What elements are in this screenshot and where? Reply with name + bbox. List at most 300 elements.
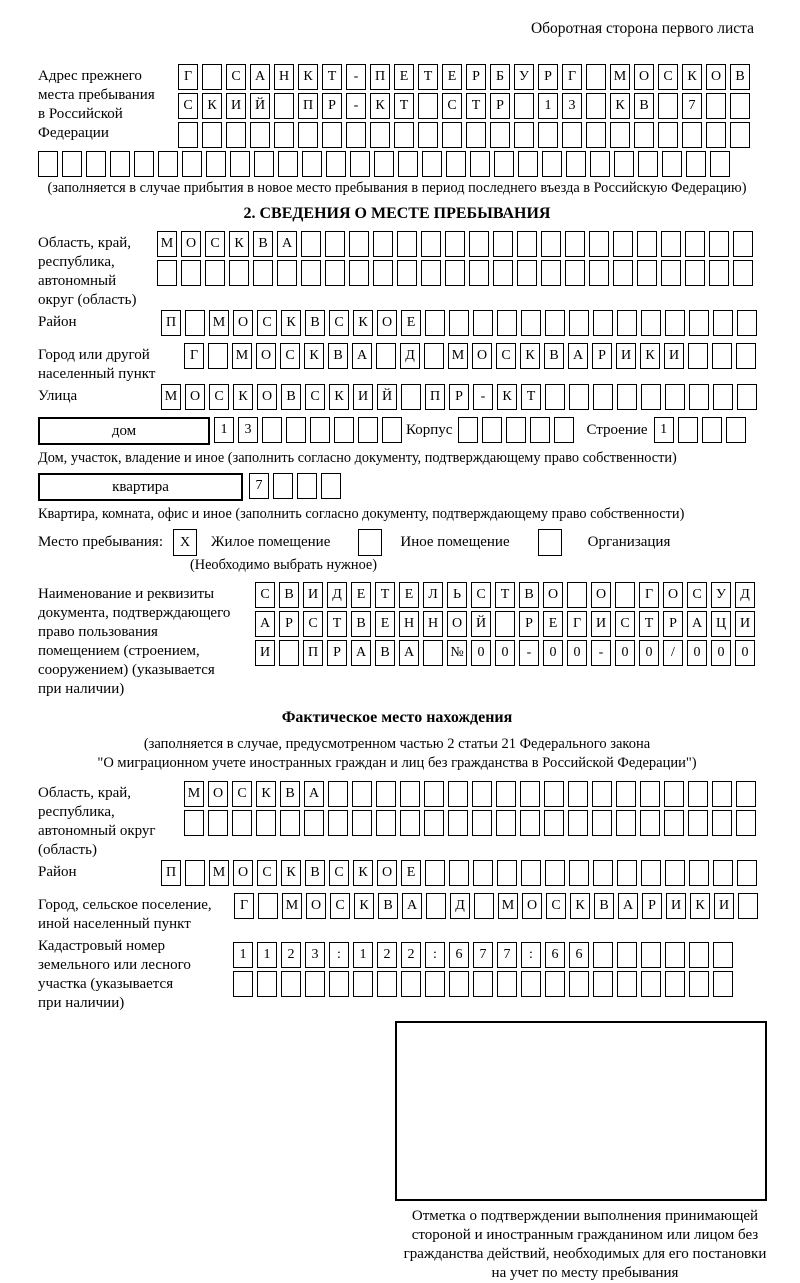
char-cell — [472, 781, 492, 807]
char-cell: Е — [543, 611, 563, 637]
char-cell: 0 — [687, 640, 707, 666]
char-cell: О — [256, 343, 276, 369]
char-cell — [736, 343, 756, 369]
char-cell: А — [277, 231, 297, 257]
char-cell — [514, 93, 534, 119]
char-cell — [640, 781, 660, 807]
char-cell — [424, 343, 444, 369]
char-cell: Г — [562, 64, 582, 90]
char-cell: Н — [274, 64, 294, 90]
char-cell — [593, 310, 613, 336]
char-cell — [185, 860, 205, 886]
char-cell — [665, 860, 685, 886]
char-cell — [568, 810, 588, 836]
char-cell: К — [281, 310, 301, 336]
actual-city-field — [38, 893, 756, 934]
street-label: Улица — [38, 388, 78, 404]
char-cell: К — [353, 310, 373, 336]
char-cell — [737, 384, 757, 410]
char-cell — [182, 151, 202, 177]
char-cell: О — [377, 310, 397, 336]
char-cell — [520, 810, 540, 836]
char-cell — [641, 860, 661, 886]
char-cell — [713, 384, 733, 410]
char-cell: Л — [423, 582, 443, 608]
char-cell: О — [663, 582, 683, 608]
char-cell — [394, 122, 414, 148]
char-cell: П — [303, 640, 323, 666]
char-cell — [466, 122, 486, 148]
char-cell — [566, 151, 586, 177]
char-cell — [110, 151, 130, 177]
char-cell: 2 — [377, 942, 397, 968]
char-cell: М — [610, 64, 630, 90]
char-cell — [538, 122, 558, 148]
char-cell — [449, 971, 469, 997]
char-cell — [617, 971, 637, 997]
char-cell — [521, 971, 541, 997]
char-cell — [401, 971, 421, 997]
char-cell — [298, 122, 318, 148]
actual-location-note: (заполняется в случае, предусмотренном частью 2 статьи 21 Федерального закона "О миграционном учете иностранных граждан и лиц без гражданства в Российской Федерации") — [97, 736, 697, 771]
char-cell: А — [304, 781, 324, 807]
char-cell: А — [687, 611, 707, 637]
char-cell — [425, 860, 445, 886]
char-cell: И — [616, 343, 636, 369]
char-cell — [397, 231, 417, 257]
char-cell — [689, 384, 709, 410]
actual-region-row-1 — [184, 781, 760, 807]
char-cell: С — [329, 860, 349, 886]
other-premises-checkbox — [358, 529, 382, 556]
char-cell — [713, 971, 733, 997]
char-cell: Р — [519, 611, 539, 637]
char-cell — [377, 971, 397, 997]
char-cell: В — [305, 310, 325, 336]
stay-type-label: Место пребывания: — [38, 534, 163, 550]
char-cell — [418, 122, 438, 148]
char-cell — [613, 231, 633, 257]
char-cell — [702, 417, 722, 443]
apartment-field — [38, 473, 756, 502]
actual-region-row-2 — [184, 810, 760, 836]
house-note: Дом, участок, владение и иное (заполнить согласно документу, подтверждающему право собственности) — [38, 450, 677, 466]
char-cell: М — [448, 343, 468, 369]
char-cell: Е — [394, 64, 414, 90]
char-cell — [641, 384, 661, 410]
char-cell: В — [279, 582, 299, 608]
char-cell: О — [185, 384, 205, 410]
char-cell — [586, 93, 606, 119]
char-cell: Ц — [711, 611, 731, 637]
char-cell — [662, 151, 682, 177]
char-cell — [274, 93, 294, 119]
char-cell: С — [232, 781, 252, 807]
city-row — [184, 343, 760, 369]
char-cell: 1 — [233, 942, 253, 968]
char-cell — [401, 384, 421, 410]
char-cell — [250, 122, 270, 148]
char-cell: К — [354, 893, 374, 919]
char-cell — [254, 151, 274, 177]
char-cell: К — [370, 93, 390, 119]
char-cell: А — [399, 640, 419, 666]
char-cell: 6 — [449, 942, 469, 968]
char-cell: 0 — [471, 640, 491, 666]
char-cell: К — [281, 860, 301, 886]
char-cell — [658, 122, 678, 148]
char-cell — [665, 310, 685, 336]
char-cell — [304, 810, 324, 836]
char-cell — [617, 310, 637, 336]
char-cell — [615, 582, 635, 608]
char-cell: Р — [490, 93, 510, 119]
char-cell — [710, 151, 730, 177]
char-cell: С — [209, 384, 229, 410]
char-cell — [506, 417, 526, 443]
char-cell — [641, 942, 661, 968]
char-cell: : — [521, 942, 541, 968]
prev-address-row-1 — [178, 64, 756, 90]
char-cell — [726, 417, 746, 443]
char-cell: У — [514, 64, 534, 90]
char-cell — [514, 122, 534, 148]
char-cell: Д — [327, 582, 347, 608]
char-cell — [373, 260, 393, 286]
actual-district-row — [161, 860, 761, 886]
char-cell — [322, 122, 342, 148]
char-cell: У — [711, 582, 731, 608]
cadastral-row-1 — [233, 942, 756, 968]
char-cell: О — [591, 582, 611, 608]
char-cell — [329, 971, 349, 997]
char-cell — [400, 781, 420, 807]
char-cell — [442, 122, 462, 148]
char-cell — [279, 640, 299, 666]
char-cell: - — [346, 93, 366, 119]
char-cell — [496, 810, 516, 836]
actual-location-title: Фактическое место нахождения — [281, 709, 513, 726]
char-cell: - — [473, 384, 493, 410]
char-cell — [38, 151, 58, 177]
char-cell: О — [208, 781, 228, 807]
char-cell — [258, 893, 278, 919]
char-cell: К — [497, 384, 517, 410]
char-cell — [686, 151, 706, 177]
char-cell: Б — [490, 64, 510, 90]
char-cell — [134, 151, 154, 177]
char-cell: 7 — [682, 93, 702, 119]
char-cell — [641, 971, 661, 997]
char-cell — [305, 971, 325, 997]
char-cell: И — [255, 640, 275, 666]
char-cell: 3 — [305, 942, 325, 968]
char-cell — [202, 64, 222, 90]
char-cell: М — [161, 384, 181, 410]
other-premises-label: Иное помещение — [400, 534, 510, 550]
char-cell — [737, 860, 757, 886]
char-cell: К — [233, 384, 253, 410]
char-cell — [424, 810, 444, 836]
char-cell: О — [377, 860, 397, 886]
char-cell — [257, 971, 277, 997]
prev-address-row-3 — [178, 122, 756, 148]
stamp-caption: Отметка о подтверждении выполнения принимающей стороной и иностранным гражданином или лицом без гражданства действий, необходимых для его постановки на учет по месту пребывания — [403, 1208, 767, 1281]
char-cell — [208, 343, 228, 369]
char-cell — [616, 781, 636, 807]
char-cell — [589, 260, 609, 286]
char-cell — [424, 781, 444, 807]
char-cell — [569, 860, 589, 886]
char-cell — [185, 310, 205, 336]
korpus-label: Корпус — [406, 422, 453, 438]
char-cell — [689, 860, 709, 886]
char-cell — [565, 260, 585, 286]
char-cell: П — [425, 384, 445, 410]
char-cell: Г — [639, 582, 659, 608]
stroenie-label: Строение — [586, 422, 648, 438]
char-cell — [517, 231, 537, 257]
char-cell — [494, 151, 514, 177]
char-cell — [328, 781, 348, 807]
char-cell — [545, 384, 565, 410]
region-row-2 — [157, 260, 757, 286]
char-cell — [326, 151, 346, 177]
char-cell — [310, 417, 330, 443]
char-cell — [230, 151, 250, 177]
char-cell — [325, 260, 345, 286]
char-cell: 0 — [735, 640, 755, 666]
char-cell: И — [591, 611, 611, 637]
char-cell: : — [425, 942, 445, 968]
char-cell: Р — [663, 611, 683, 637]
house-label-box: дом — [38, 417, 210, 445]
char-cell: В — [378, 893, 398, 919]
prev-address-label: Адрес прежнего места пребывания в Российской Федерации — [38, 68, 155, 141]
char-cell: Т — [466, 93, 486, 119]
char-cell — [688, 343, 708, 369]
char-cell — [376, 781, 396, 807]
char-cell — [617, 384, 637, 410]
char-cell — [520, 781, 540, 807]
char-cell: А — [351, 640, 371, 666]
char-cell: Т — [418, 64, 438, 90]
char-cell — [334, 417, 354, 443]
char-cell — [278, 151, 298, 177]
char-cell: М — [184, 781, 204, 807]
char-cell: 0 — [639, 640, 659, 666]
char-cell: Й — [250, 93, 270, 119]
prev-address-row-4 — [38, 151, 756, 177]
house-field — [38, 417, 756, 446]
char-cell — [421, 231, 441, 257]
char-cell — [352, 781, 372, 807]
char-cell: М — [209, 310, 229, 336]
char-cell — [449, 310, 469, 336]
char-cell: О — [447, 611, 467, 637]
char-cell — [370, 122, 390, 148]
document-label: Наименование и реквизиты документа, подтверждающего право пользования помещением (строением, сооружением) (указывается при наличии) — [38, 586, 231, 697]
char-cell: В — [594, 893, 614, 919]
char-cell: Н — [423, 611, 443, 637]
char-cell — [325, 231, 345, 257]
char-cell: Р — [642, 893, 662, 919]
char-cell: Ь — [447, 582, 467, 608]
region-field — [38, 231, 756, 310]
char-cell: С — [546, 893, 566, 919]
char-cell — [205, 260, 225, 286]
char-cell — [482, 417, 502, 443]
char-cell: 7 — [473, 942, 493, 968]
char-cell — [86, 151, 106, 177]
char-cell: 1 — [257, 942, 277, 968]
char-cell: Г — [184, 343, 204, 369]
char-cell — [665, 942, 685, 968]
char-cell: К — [229, 231, 249, 257]
char-cell — [495, 611, 515, 637]
char-cell: В — [375, 640, 395, 666]
apartment-note: Квартира, комната, офис и иное (заполнить согласно документу, подтверждающему право собственности) — [38, 506, 685, 522]
char-cell — [473, 310, 493, 336]
char-cell: 0 — [495, 640, 515, 666]
char-cell: 3 — [238, 417, 258, 443]
char-cell — [641, 310, 661, 336]
char-cell — [685, 260, 705, 286]
char-cell: О — [634, 64, 654, 90]
char-cell — [328, 810, 348, 836]
char-cell: Р — [592, 343, 612, 369]
char-cell: Р — [279, 611, 299, 637]
char-cell — [458, 417, 478, 443]
char-cell — [565, 231, 585, 257]
char-cell — [706, 93, 726, 119]
char-cell — [178, 122, 198, 148]
char-cell: С — [615, 611, 635, 637]
char-cell: А — [352, 343, 372, 369]
char-cell — [206, 151, 226, 177]
char-cell: Т — [375, 582, 395, 608]
house-number-row — [214, 417, 406, 443]
char-cell — [737, 310, 757, 336]
char-cell: 0 — [711, 640, 731, 666]
char-cell — [658, 93, 678, 119]
char-cell — [530, 417, 550, 443]
char-cell — [541, 231, 561, 257]
char-cell: К — [610, 93, 630, 119]
char-cell: О — [257, 384, 277, 410]
region-label: Область, край, республика, автономный округ (область) — [38, 235, 137, 308]
char-cell: Т — [639, 611, 659, 637]
char-cell — [614, 151, 634, 177]
char-cell — [521, 310, 541, 336]
char-cell: О — [233, 860, 253, 886]
street-row — [161, 384, 761, 410]
char-cell: А — [568, 343, 588, 369]
char-cell — [593, 971, 613, 997]
char-cell: Г — [178, 64, 198, 90]
char-cell — [472, 810, 492, 836]
document-row-2 — [255, 611, 759, 637]
char-cell: В — [730, 64, 750, 90]
char-cell: К — [570, 893, 590, 919]
char-cell: В — [305, 860, 325, 886]
char-cell — [418, 93, 438, 119]
char-cell — [541, 260, 561, 286]
char-cell: С — [305, 384, 325, 410]
char-cell — [713, 310, 733, 336]
char-cell: К — [256, 781, 276, 807]
char-cell: Е — [442, 64, 462, 90]
char-cell: Д — [450, 893, 470, 919]
char-cell — [421, 260, 441, 286]
char-cell — [473, 860, 493, 886]
char-cell: К — [329, 384, 349, 410]
char-cell: П — [298, 93, 318, 119]
char-cell: 0 — [543, 640, 563, 666]
stamp-box — [395, 1021, 767, 1201]
apartment-label-box: квартира — [38, 473, 243, 501]
char-cell: П — [370, 64, 390, 90]
char-cell — [521, 860, 541, 886]
char-cell — [518, 151, 538, 177]
char-cell — [637, 260, 657, 286]
char-cell: И — [735, 611, 755, 637]
prev-address-section — [38, 64, 756, 151]
stay-type-field — [38, 529, 756, 556]
district-label: Район — [38, 314, 77, 330]
char-cell: О — [233, 310, 253, 336]
char-cell — [517, 260, 537, 286]
char-cell: Т — [327, 611, 347, 637]
char-cell: И — [303, 582, 323, 608]
char-cell — [353, 971, 373, 997]
char-cell — [616, 810, 636, 836]
page-side-label: Оборотная сторона первого листа — [530, 20, 754, 37]
char-cell — [233, 971, 253, 997]
char-cell: П — [161, 860, 181, 886]
char-cell — [497, 310, 517, 336]
char-cell: Д — [735, 582, 755, 608]
actual-region-label: Область, край, республика, автономный округ (область) — [38, 785, 156, 858]
char-cell — [397, 260, 417, 286]
char-cell — [665, 384, 685, 410]
char-cell — [321, 473, 341, 499]
char-cell — [423, 640, 443, 666]
char-cell — [349, 260, 369, 286]
confirmation-section — [38, 1021, 767, 1283]
char-cell: С — [330, 893, 350, 919]
char-cell: № — [447, 640, 467, 666]
char-cell: Й — [471, 611, 491, 637]
char-cell — [376, 810, 396, 836]
char-cell — [713, 860, 733, 886]
char-cell: - — [519, 640, 539, 666]
char-cell — [262, 417, 282, 443]
korpus-row — [458, 417, 578, 443]
char-cell: - — [346, 64, 366, 90]
char-cell: К — [304, 343, 324, 369]
char-cell: М — [209, 860, 229, 886]
char-cell: Р — [466, 64, 486, 90]
char-cell: Е — [401, 310, 421, 336]
char-cell — [448, 781, 468, 807]
char-cell: О — [522, 893, 542, 919]
char-cell — [544, 781, 564, 807]
char-cell — [448, 810, 468, 836]
char-cell: С — [178, 93, 198, 119]
char-cell: К — [202, 93, 222, 119]
char-cell — [425, 310, 445, 336]
